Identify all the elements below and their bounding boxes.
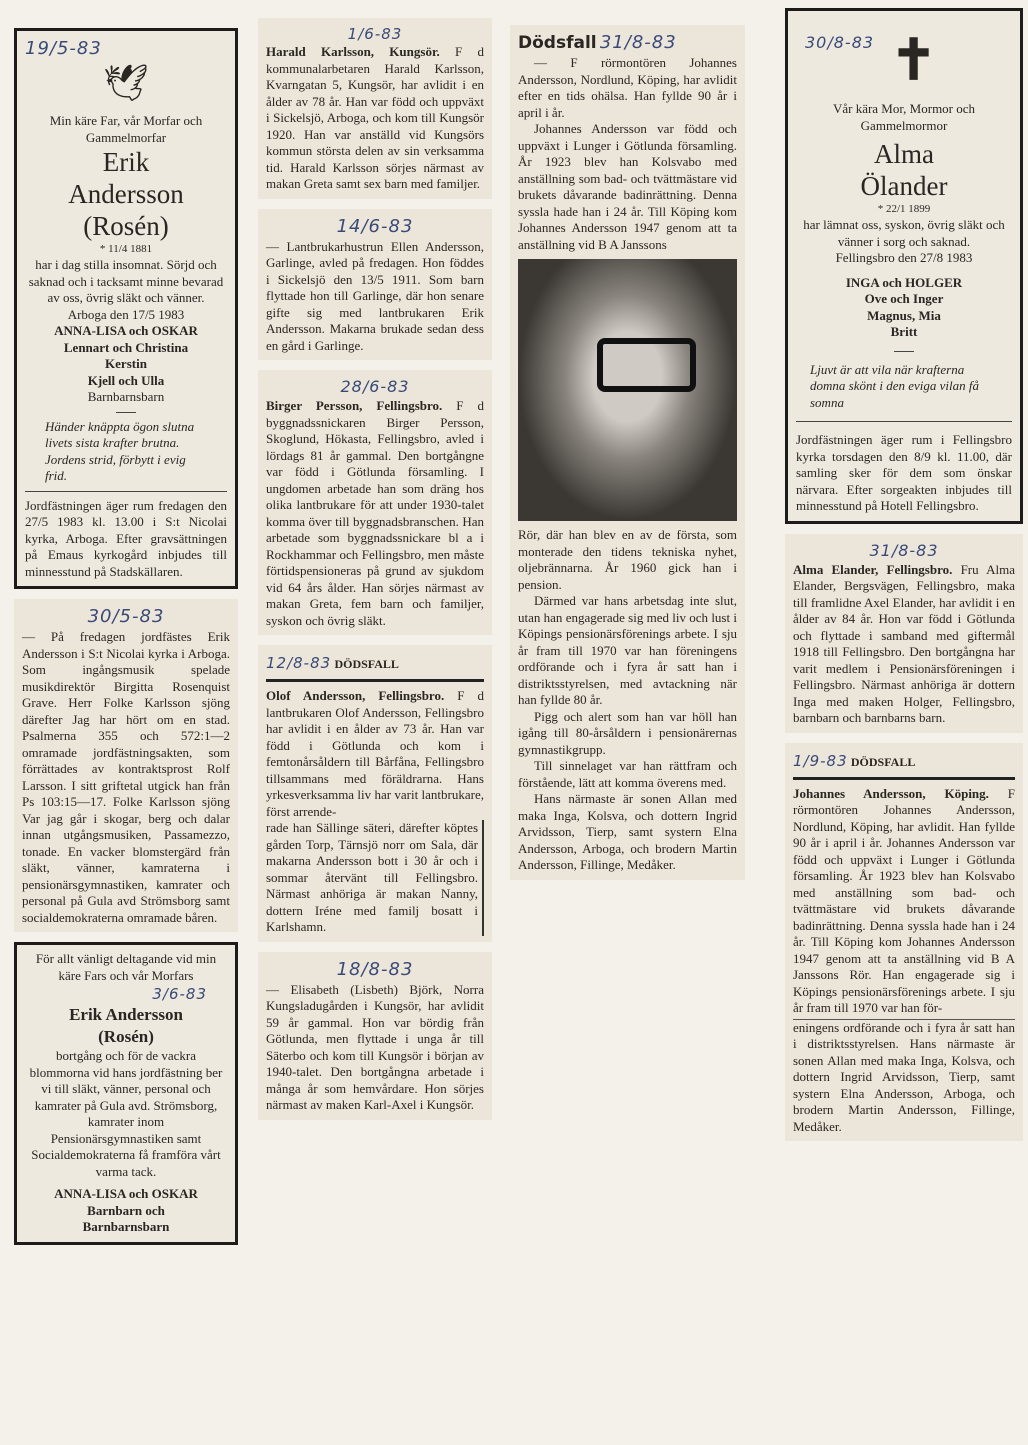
obituary-birger-persson: 28/6-83 Birger Persson, Fellingsbro. F d byggnadssnickaren Birger Persson, Skoglund, Hökasta, Fellingsbro, avled i lördags 81 år gammal. Den bortgångne var född i Götlunda församling. I ungdomen arbetade han som dräng hos olika lantbrukare för att under 1930-talet komma över till byggnadsbranschen. Han arbetade som byggnadssnickare bl a i Rockhammar och Fellingsbro, men måste förtidspensioneras på grund av sjukdom vid 64 års ålder. Han sörjes närmast av makan Greta, fem barn och familjer, syskon och övrig släkt. (258, 370, 492, 635)
obituary-ellen-andersson: 14/6-83 — Lantbrukarhustrun Ellen Andersson, Garlinge, avled på fredagen. Hon föddes i Sickelsjö den 13/5 1911. Som barn flyttade hon till Garlinge, där hon senare gifte sig med lantbrukaren Erik Andersson. Makarna brukade sedan dess en gård i Garlinge. (258, 209, 492, 361)
handwritten-date: 1/6-83 (347, 25, 403, 43)
column-4 (785, 8, 1023, 1141)
article-funeral-erik: 30/5-83 — På fredagen jordfästes Erik Andersson i S:t Nicolai kyrka i Arboga. Som ingångsmusik spelade musikdirektör Birgitta Rosenquist Grave. Herr Folke Karlsson sjöng därefter Jag har hört om en stad. Psalmerna 355 och 572:1—2 omramade jordfästningsakten, som förrättades av kontraktsprost Rolf Larsson. I sitt griftetal utgick han från Ps 103:15—17. Folke Karlsson sjöng Var jag går i skogar, berg och dalar innan utgångsmusiken, Passamezzo, tonade. En vacker blomstergärd från släkt, vänner, kamraterna i pensionärsgymnastiken, kamrater och personal på Gula avd Strömsborg samt socialdemokraterna omramade båren. (14, 599, 238, 932)
handwritten-date: 12/8-83 (266, 654, 332, 672)
handwritten-date: 31/8-83 (869, 540, 939, 560)
portrait-photo (518, 259, 737, 521)
handwritten-date: 31/8-83 (599, 32, 677, 53)
section-heading: DÖDSFALL (334, 657, 399, 671)
obituary-alma-elander: 31/8-83 Alma Elander, Fellingsbro. Fru Alma Elander, Bergsvägen, Fellingsbro, maka till framlidne Axel Elander, har avlidit i en ålder av 84 år. Hon var född i Götlunda och flyttade i samband med giftermål 1918 till Fellingsbro. Den bortgångna har varit medlem i Pensionärsföreningen i Fellingsbro. Närmast anhöriga är dottern Inga med maken Holger, Fellingsbro, barnbarn och barnbarns barn. (785, 534, 1023, 733)
column-1 (14, 28, 238, 1245)
obituary-johannes-andersson: Dödsfall 31/8-83 — F rörmontören Johannes Andersson, Nordlund, Köping, har avlidit efter en tids ohälsa. Han fyllde 90 år i april i år. Johannes Andersson var född och uppväxt i Lunger i Götlunda församling. År 1923 blev han Kolsvabo med anställning som bad- och tvättmästare vid brukets dåvarande badinrättning. Denna syssla hade han i 24 år. Till Köping kom Johannes Andersson 1947 genom att ta anställning vid B A Janssons Rör, där han blev en av de första, som monterade den tidens tekniska nyhet, oljebrännarna. År 1960 gick han i pension. Därmed var hans arbetsdag inte slut, utan han engagerade sig med liv och lust i Köpings pensionärsförenings arbete. I sju år fram till 1970 var han föreningens ordförande och i fyra år satt han i distriktsstyrelsen, med avtackning när han fyllde 80 år. Pigg och alert som han var höll han igång till 80-årsåldern i pensionärernas gymnastikgrupp. Till sinnelaget var han rättfram och förstående, lätt att komma överens med. Hans närmaste är sonen Allan med maka Inga, Kolsva, och dottern Ingrid Arvidsson, Tierp, samt systern Elna Andersson, Arboga, och brodern Martin Andersson, Fillinge, Medåker. (510, 25, 745, 880)
handwritten-date: 19/5-83 (25, 38, 102, 59)
column-3 (510, 25, 745, 880)
obituary-harald-karlsson: 1/6-83 Harald Karlsson, Kungsör. F d kommunalarbetaren Harald Karlsson, Kvarngatan 5, Kungsör, har avlidit i en ålder av 78 år. Han var född och uppväxt i Sickelsjö, Arboga, och kom till Kungsör 1920. Han var anställd vid Kungsörs kommun största delen av sin verksamma tid. Harald Karlsson sörjes närmast av makan Greta samt sex barn med familjer. (258, 18, 492, 199)
column-2 (258, 18, 492, 1120)
divider (25, 491, 227, 492)
obituary-olof-andersson: 12/8-83 DÖDSFALL Olof Andersson, Fellingsbro. F d lantbrukaren Olof Andersson, Fellingsbro har avlidit i en ålder av 73 år. Han var född i Götlunda och kom i femtonårsåldern till Bårfåna, Fellingsbro tillsammans med föräldrarna. Hans yrkesverksamma liv har varit lantbrukare, först arrende- rade han Sällinge säteri, därefter köptes gården Torp, Tärnsjö norr om Sala, där makarna Andersson bott i 30 år och i sommar återvänt till Fellingsbro. Närmast anhöriga är makan Nanny, dottern Iréne med familj bosatt i Karlshamn. (258, 645, 492, 942)
divider (894, 351, 914, 352)
section-heading: DÖDSFALL (850, 754, 916, 769)
glasses (597, 338, 697, 392)
divider (796, 421, 1012, 422)
dove-icon: 🕊 (103, 63, 149, 103)
divider (793, 777, 1015, 780)
handwritten-date: 1/9-83 (793, 751, 848, 770)
handwritten-date: 30/8-83 (805, 33, 875, 52)
handwritten-date: 28/6-83 (340, 377, 410, 396)
handwritten-date: 18/8-83 (336, 958, 414, 980)
cross-icon: ✝ (890, 30, 937, 92)
handwritten-date: 30/5-83 (87, 606, 165, 627)
obituary-elisabeth-bjork: 18/8-83 — Elisabeth (Lisbeth) Björk, Norra Kungsladugården i Kungsör, har avlidit 59 år gammal. Hon var bördig från Götlunda, men flyttade i unga år till Säterbo och kom till Kungsör i början av 1940-talet. Den bortgångna arbetade i många år som hemvårdare. Hon sörjes närmast av maken Karl-Axel i Kungsör. (258, 952, 492, 1120)
divider (266, 679, 484, 682)
thank-you-notice-erik: För allt vänligt deltagande vid min käre Fars och vår Morfars 3/6-83 Erik Andersson (Rosén) bortgång och för de vackra blommorna vid hans jordfästning ber vi till släkt, vänner, personal och kamrater på Gula avd. Strömsborg, kamrater inom Pensionärsgymnastiken samt Socialdemokraterna få framföra vårt varma tack. ANNA-LISA och OSKAR Barnbarn och Barnbarnsbarn (14, 942, 238, 1245)
handwritten-date: 14/6-83 (336, 215, 414, 237)
obituary-johannes-andersson-2: 1/9-83 DÖDSFALL Johannes Andersson, Köping. F rörmontören Johannes Andersson, Nordlund, Köping, har avlidit. Han fyllde 90 år i april i år. Johannes Andersson var född och uppväxt i Lunger i Götlunda församling. År 1923 blev han Kolsvabo med anställning som bad- och tvättmästare vid brukets dåvarande badinrättning. Denna syssla hade han i 24 år. Till Köping kom Johannes Andersson 1947 genom att ta anställning vid B A Janssons Rör. Han engagerade sig i Köpings pensionärsförenings arbete. I sju år fram till 1970 var han för- eningens ordförande och i fyra år satt han i distriktsstyrelsen. Hans närmaste är sonen Allan med maka Inga, Kolsva, och dottern Ingrid Arvidsson, Tierp, samt systern Elna Andersson, Arboga, och brodern Martin Andersson, Fillinge, Medåker. (785, 743, 1023, 1142)
handwritten-date: 3/6-83 (152, 985, 207, 1003)
divider (116, 412, 136, 413)
section-heading: Dödsfall (518, 33, 597, 53)
death-notice-alma-olander: 30/8-83 ✝ Vår kära Mor, Mormor och Gammelmormor Alma Ölander * 22/1 1899 har lämnat oss, syskon, övrig släkt och vänner i sorg och saknad. Fellingsbro den 27/8 1983 INGA och HOLGER Ove och Inger Magnus, Mia Britt Ljuvt är att vila när krafterna domna skönt i den eviga vilan få somna Jordfästningen äger rum i Fellingsbro kyrka torsdagen den 8/9 kl. 11.00, där samling sker för dem som önskar närvara. Efter sorgeakten inbjudes till minnesstund på Hotell Fellingsbro. (785, 8, 1023, 524)
death-notice-erik-andersson: 19/5-83 🕊 Min käre Far, vår Morfar och Gammelmorfar Erik Andersson (Rosén) * 11/4 1881 har i dag stilla insomnat. Sörjd och saknad och i tacksamt minne bevarad av oss, övrig släkt och vänner. Arboga den 17/5 1983 ANNA-LISA och OSKAR Lennart och Christina Kerstin Kjell och Ulla Barnbarnsbarn Händer knäppta ögon slutna livets sista krafter brutna. Jordens strid, förbytt i evig frid. Jordfästningen äger rum fredagen den 27/5 1983 kl. 13.00 i S:t Nicolai kyrka, Arboga. Efter gravsättningen på Emaus kyrkogård inbjudes till minnesstund på Stadskällaren. (14, 28, 238, 589)
